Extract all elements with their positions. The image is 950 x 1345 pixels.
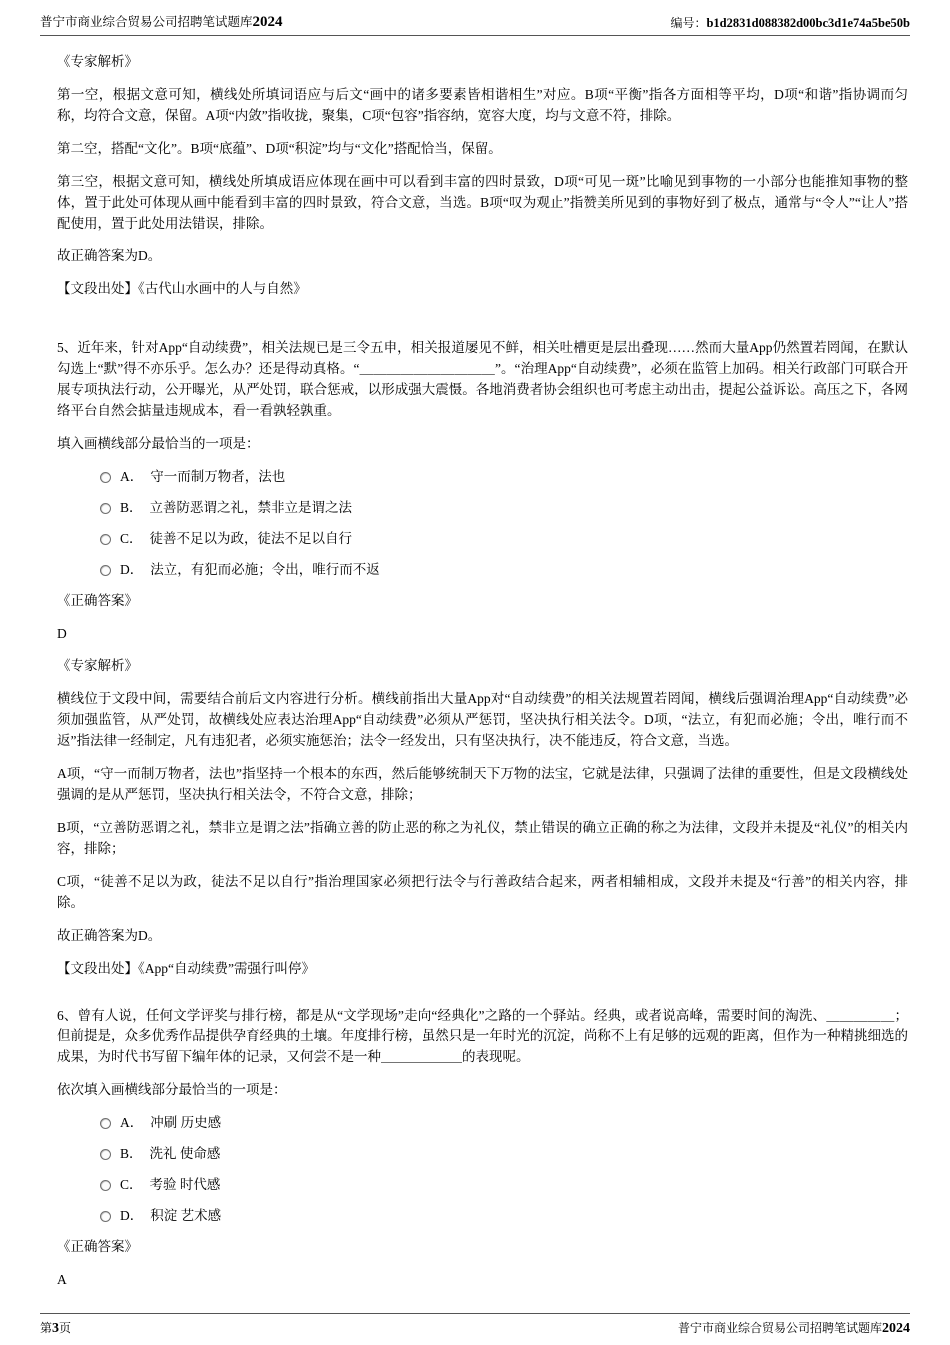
- analysis-paragraph: A项，“守一而制万物者，法也”指坚持一个根本的东西，然后能够统制天下万物的法宝，它就是法律，只强调了法律的重要性，但是文段横线处强调的是从严惩罚，坚决执行相关法令，不符合文意，排除；: [57, 766, 908, 803]
- option-d[interactable]: [100, 1206, 908, 1227]
- option-letter: C．: [120, 530, 143, 546]
- option-b[interactable]: [100, 498, 908, 519]
- option-letter: D．: [120, 1207, 144, 1223]
- question-5-stem: 5、近年来，针对App“自动续费”，相关法规已是三令五申，相关报道屡见不鲜，相关吐槽更是层出叠现……然而大量App仍然置若罔闻，在默认勾选上“默”得不亦乐乎。怎么办？还是得动真格。“＿＿＿＿＿＿＿＿＿＿”。“治理App“自动续费”，必须在监管上加码。相关行政部门可联合开展专项执法行动，公开曝光，从严处罚，联合惩戒，以形成强大震慑。各地消费者协会组织也可考虑主动出击，提起公益诉讼。高压之下，各网络平台自然会掂量违规成本，看一看孰轻孰重。: [57, 340, 908, 419]
- option-d[interactable]: [100, 560, 908, 581]
- page-number-prefix: 第: [40, 1321, 53, 1335]
- header-title-year: 2024: [252, 14, 283, 30]
- option-letter: A．: [120, 1115, 144, 1131]
- spacer: [57, 992, 908, 1006]
- document-id-value: b1d2831d088382d00bc3d1e74a5be50b: [706, 16, 910, 30]
- option-text: 考验 时代感: [149, 1177, 221, 1193]
- correct-answer-value: D: [57, 625, 67, 641]
- option-letter: D．: [120, 561, 144, 577]
- radio-button[interactable]: [100, 534, 111, 545]
- analysis-paragraph: 第一空，根据文意可知，横线处所填词语应与后文“画中的诸多要素皆相谐相生”对应。B项“平衡”指各方面相等平均，D项“和谐”指协调而匀称，均符合文意，保留。A项“内敛”指收拢，聚集，C项“包容”指容纳，宽容大度，均与文意不符，排除。: [57, 86, 908, 123]
- option-text: 洗礼 使命感: [149, 1146, 221, 1162]
- footer-title-text: 普宁市商业综合贸易公司招聘笔试题库: [677, 1321, 882, 1335]
- page-header: [40, 0, 910, 36]
- radio-button[interactable]: [100, 472, 111, 483]
- source-line: 【文段出处】《古代山水画中的人与自然》: [57, 281, 307, 297]
- radio-button[interactable]: [100, 1149, 111, 1160]
- page-number: [40, 1319, 71, 1337]
- option-letter: B．: [120, 499, 143, 515]
- radio-button[interactable]: [100, 1211, 111, 1222]
- option-text: 守一而制万物者，法也: [150, 468, 286, 484]
- option-text: 冲刷 历史感: [150, 1115, 222, 1131]
- question-6-options: [57, 1113, 908, 1227]
- option-c[interactable]: [100, 529, 908, 550]
- option-text: 法立，有犯而必施；令出，唯行而不返: [150, 561, 380, 577]
- spacer: [57, 312, 908, 338]
- analysis-paragraph: C项，“徒善不足以为政，徒法不足以自行”指治理国家必须把行法令与行善政结合起来，两者相辅相成，文段并未提及“行善”的相关内容，排除。: [57, 873, 908, 910]
- option-text: 积淀 艺术感: [150, 1207, 222, 1223]
- option-b[interactable]: [100, 1144, 908, 1165]
- source-line: 【文段出处】《App“自动续费”需强行叫停》: [57, 960, 315, 976]
- option-letter: B．: [120, 1146, 143, 1162]
- option-letter: C．: [120, 1177, 143, 1193]
- page-number-suffix: 页: [59, 1321, 72, 1335]
- option-text: 立善防恶谓之礼，禁非立是谓之法: [149, 499, 353, 515]
- analysis-paragraph: 横线位于文段中间，需要结合前后文内容进行分析。横线前指出大量App对“自动续费”的相关法规置若罔闻，横线后强调治理App“自动续费”必须加强监管，从严处罚，故横线处应表达治理App“自动续费”必须从严惩罚，坚决执行相关法令。D项，“法立，有犯而必施；令出，唯行而不返”指法律一经制定，凡有违犯者，必须实施惩治；法令一经发出，只有坚决执行，决不能违反，符合文意，当选。: [57, 691, 908, 749]
- question-5-options: [57, 467, 908, 581]
- correct-answer-label: 《正确答案》: [57, 1238, 138, 1254]
- option-a[interactable]: [100, 1113, 908, 1134]
- conclusion-line: 故正确答案为D。: [57, 248, 162, 264]
- page-footer: [40, 1313, 910, 1337]
- option-letter: A．: [120, 468, 144, 484]
- question-5-prompt: 填入画横线部分最恰当的一项是：: [57, 435, 260, 451]
- radio-button[interactable]: [100, 565, 111, 576]
- document-content: [0, 36, 950, 1291]
- radio-button[interactable]: [100, 503, 111, 514]
- question-6-stem: 6、曾有人说，任何文学评奖与排行榜，都是从“文学现场”走向“经典化”之路的一个驿站。经典，或者说高峰，需要时间的淘洗、＿＿＿＿＿；但前提是，众多优秀作品提供孕育经典的土壤。年度排行榜，虽然只是一年时光的沉淀，尚称不上有足够的远观的距离，但作为一种精挑细选的成果，为时代书写留下编年体的记录，又何尝不是一种＿＿＿＿＿＿的表现呢。: [57, 1007, 908, 1065]
- option-c[interactable]: [100, 1175, 908, 1196]
- analysis-paragraph: 第二空，搭配“文化”。B项“底蕴”、D项“积淀”均与“文化”搭配恰当，保留。: [57, 140, 502, 156]
- document-id-label: 编号：: [670, 16, 707, 30]
- page-number-value: 3: [52, 1321, 60, 1336]
- expert-analysis-label: 《专家解析》: [57, 658, 138, 674]
- radio-button[interactable]: [100, 1180, 111, 1191]
- option-text: 徒善不足以为政，徒法不足以自行: [149, 530, 353, 546]
- document-id: [670, 14, 910, 31]
- correct-answer-value: A: [57, 1271, 67, 1287]
- analysis-paragraph: 第三空，根据文意可知，横线处所填成语应体现在画中可以看到丰富的四时景致，D项“可见一斑”比喻见到事物的一小部分也能推知事物的整体，置于此处可体现从画中能看到丰富的四时景致，符合文意，当选。B项“叹为观止”指赞美所见到的事物好到了极点，通常与“令人”“让人”搭配使用，置于此处用法错误，排除。: [57, 173, 908, 231]
- footer-title: [678, 1319, 910, 1337]
- radio-button[interactable]: [100, 1118, 111, 1129]
- conclusion-line: 故正确答案为D。: [57, 927, 162, 943]
- header-title: [40, 12, 283, 31]
- analysis-paragraph: B项，“立善防恶谓之礼，禁非立是谓之法”指确立善的防止恶的称之为礼仪，禁止错误的确立正确的称之为法律，文段并未提及“礼仪”的相关内容，排除；: [57, 819, 908, 856]
- option-a[interactable]: [100, 467, 908, 488]
- header-title-text: 普宁市商业综合贸易公司招聘笔试题库: [40, 15, 253, 29]
- expert-analysis-label: 《专家解析》: [57, 54, 138, 69]
- footer-title-year: 2024: [882, 1321, 910, 1336]
- correct-answer-label: 《正确答案》: [57, 592, 138, 608]
- question-6-prompt: 依次填入画横线部分最恰当的一项是：: [57, 1082, 287, 1098]
